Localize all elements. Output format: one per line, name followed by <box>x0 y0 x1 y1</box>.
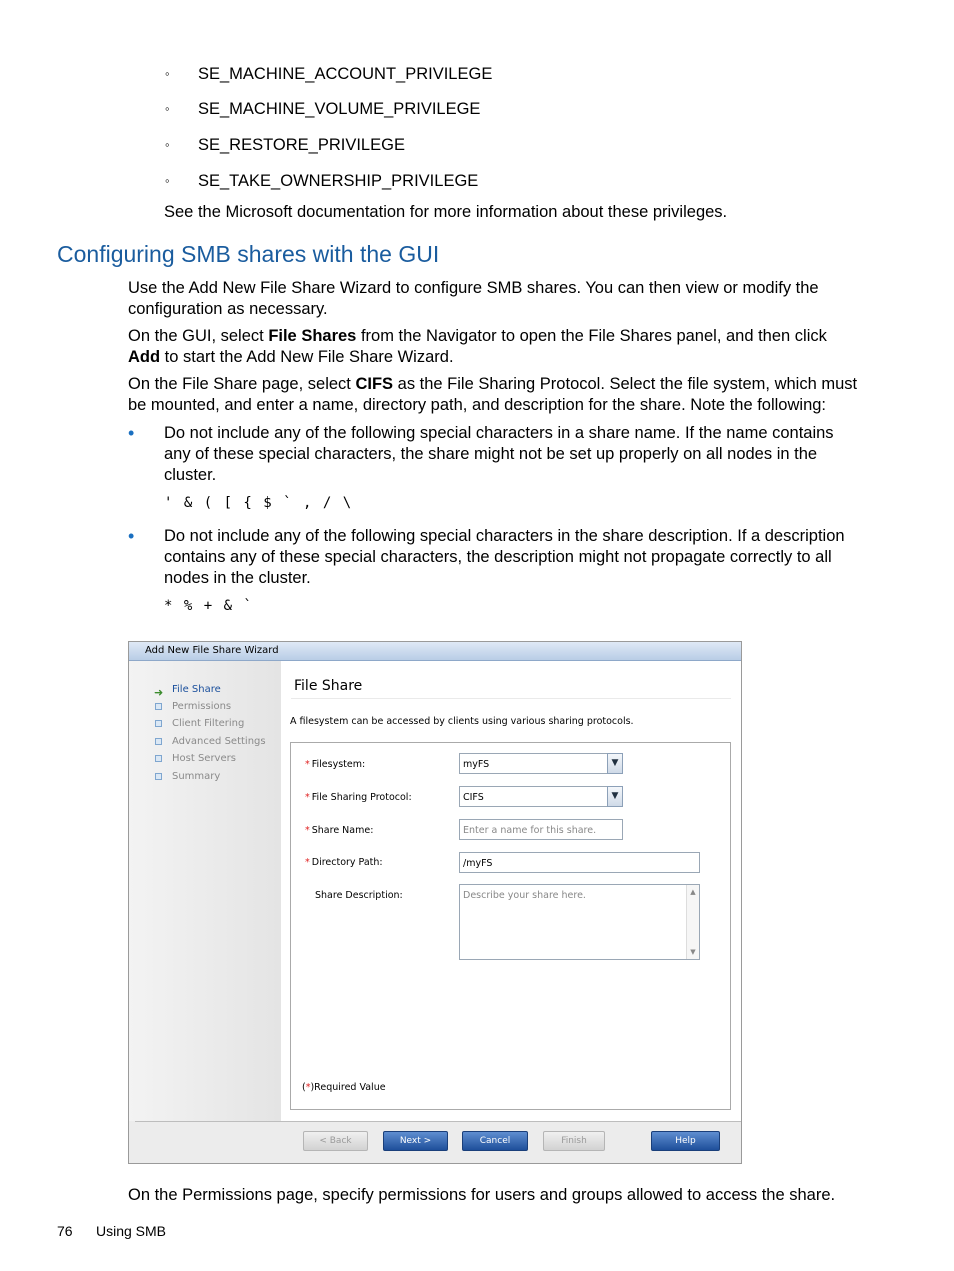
section-heading: Configuring SMB shares with the GUI <box>57 241 440 267</box>
intro-line-2: configuration as necessary. <box>128 300 328 318</box>
required-asterisk: * <box>305 825 310 836</box>
step-square-icon <box>155 720 162 727</box>
step-square-icon <box>155 773 162 780</box>
footer-divider <box>135 1121 741 1122</box>
chevron-down-icon[interactable]: ▼ <box>607 786 623 807</box>
required-asterisk: * <box>305 792 310 803</box>
title-divider <box>291 698 731 699</box>
current-step-arrow-icon: ➜ <box>154 686 164 699</box>
list-bullet: ◦ <box>165 173 170 188</box>
list-bullet: ◦ <box>165 66 170 81</box>
list-bullet: ◦ <box>165 101 170 116</box>
wizard-content <box>281 661 741 1121</box>
chevron-down-icon[interactable]: ▼ <box>607 753 623 774</box>
gui-text: from the Navigator to open the File Shares panel, and then click <box>356 327 827 345</box>
directory-path-input[interactable]: /myFS <box>459 852 700 873</box>
fs-line-2: be mounted, and enter a name, directory path, and description for the share. Note the following: <box>128 396 827 414</box>
privilege-item: SE_TAKE_OWNERSHIP_PRIVILEGE <box>198 172 479 190</box>
bullet1-line: cluster. <box>164 466 217 484</box>
description-special-chars: * % + & ` <box>164 598 252 614</box>
dir-path-label-text: Directory Path: <box>311 857 383 868</box>
share-description-textarea[interactable] <box>459 884 700 960</box>
nav-step-summary[interactable]: Summary <box>172 771 221 782</box>
wizard-page-title: File Share <box>294 678 363 694</box>
help-button[interactable]: Help <box>651 1131 720 1151</box>
bullet2-line: nodes in the cluster. <box>164 569 311 587</box>
bullet-dot: • <box>128 526 135 546</box>
textarea-scrollbar[interactable] <box>686 885 699 959</box>
gui-paragraph <box>128 326 888 368</box>
wizard-subtitle: A filesystem can be accessed by clients using various sharing protocols. <box>290 716 634 727</box>
required-value-text: )Required Value <box>310 1082 386 1093</box>
privilege-item: SE_MACHINE_VOLUME_PRIVILEGE <box>198 100 481 118</box>
add-file-share-wizard <box>128 641 742 1164</box>
nav-step-host-servers[interactable]: Host Servers <box>172 753 236 764</box>
required-asterisk: * <box>305 857 310 868</box>
protocol-value: CIFS <box>463 792 484 803</box>
description-placeholder: Describe your share here. <box>463 890 586 901</box>
scroll-up-icon[interactable]: ▲ <box>690 888 696 896</box>
bullet2-line: contains any of these special characters, the description might not propagate correctly to all <box>164 548 832 566</box>
required-value-note <box>302 1082 386 1093</box>
protocol-select[interactable] <box>459 786 623 807</box>
finish-button[interactable]: Finish <box>543 1131 605 1151</box>
step-square-icon <box>155 738 162 745</box>
share-name-label <box>305 825 373 836</box>
nav-step-advanced-settings[interactable]: Advanced Settings <box>172 736 266 747</box>
fs-bold-cifs: CIFS <box>355 375 394 393</box>
privilege-item: SE_MACHINE_ACCOUNT_PRIVILEGE <box>198 65 493 83</box>
privilege-item: SE_RESTORE_PRIVILEGE <box>198 136 405 154</box>
step-square-icon <box>155 703 162 710</box>
bullet-share-description <box>164 526 884 589</box>
share-name-input[interactable]: Enter a name for this share. <box>459 819 623 840</box>
wizard-step-nav <box>129 661 281 1121</box>
back-button[interactable]: < Back <box>303 1131 368 1151</box>
bullet2-line: Do not include any of the following special characters in the share description. If a description <box>164 527 845 545</box>
protocol-label <box>305 792 412 803</box>
scroll-down-icon[interactable]: ▼ <box>690 948 696 956</box>
intro-paragraph <box>128 278 888 320</box>
nav-step-permissions[interactable]: Permissions <box>172 701 232 712</box>
see-ms-doc-text: See the Microsoft documentation for more information about these privileges. <box>164 203 728 221</box>
required-asterisk: * <box>305 1082 311 1093</box>
page-number: 76 <box>57 1223 73 1239</box>
dir-path-label <box>305 857 383 868</box>
share-name-special-chars: ' & ( [ { $ ` , / \ <box>164 495 352 511</box>
filesystem-value: myFS <box>463 759 490 770</box>
bullet-share-name <box>164 423 884 486</box>
req-paren: ( <box>302 1082 306 1093</box>
protocol-label-text: File Sharing Protocol: <box>311 792 412 803</box>
gui-bold-add: Add <box>128 348 161 366</box>
step-square-icon <box>155 755 162 762</box>
share-name-label-text: Share Name: <box>311 825 374 836</box>
share-description-label: Share Description: <box>315 890 403 901</box>
bullet1-line: any of these special characters, the share might not be set up properly on all nodes in the <box>164 445 818 463</box>
gui-bold-file-shares: File Shares <box>268 327 357 345</box>
nav-step-client-filtering[interactable]: Client Filtering <box>172 718 245 729</box>
fs-text: On the File Share page, select <box>128 375 356 393</box>
filesystem-label <box>305 759 365 770</box>
next-button[interactable]: Next > <box>383 1131 448 1151</box>
footer-section-title: Using SMB <box>96 1223 167 1239</box>
filesystem-label-text: Filesystem: <box>311 759 366 770</box>
wizard-title-bar: Add New File Share Wizard <box>129 642 741 661</box>
file-share-form <box>290 742 731 1110</box>
file-share-paragraph <box>128 374 888 416</box>
bullet-dot: • <box>128 423 135 443</box>
intro-line-1: Use the Add New File Share Wizard to configure SMB shares. You can then view or modify the <box>128 279 819 297</box>
cancel-button[interactable]: Cancel <box>462 1131 528 1151</box>
bullet1-line: Do not include any of the following special characters in a share name. If the name contains <box>164 424 834 442</box>
gui-text: to start the Add New File Share Wizard. <box>160 348 454 366</box>
gui-text: On the GUI, select <box>128 327 269 345</box>
filesystem-select[interactable] <box>459 753 623 774</box>
fs-text: as the File Sharing Protocol. Select the file system, which must <box>393 375 858 393</box>
nav-step-file-share[interactable]: File Share <box>172 684 221 695</box>
required-asterisk: * <box>305 759 310 770</box>
permissions-paragraph: On the Permissions page, specify permissions for users and groups allowed to access the share. <box>128 1186 836 1204</box>
list-bullet: ◦ <box>165 137 170 152</box>
